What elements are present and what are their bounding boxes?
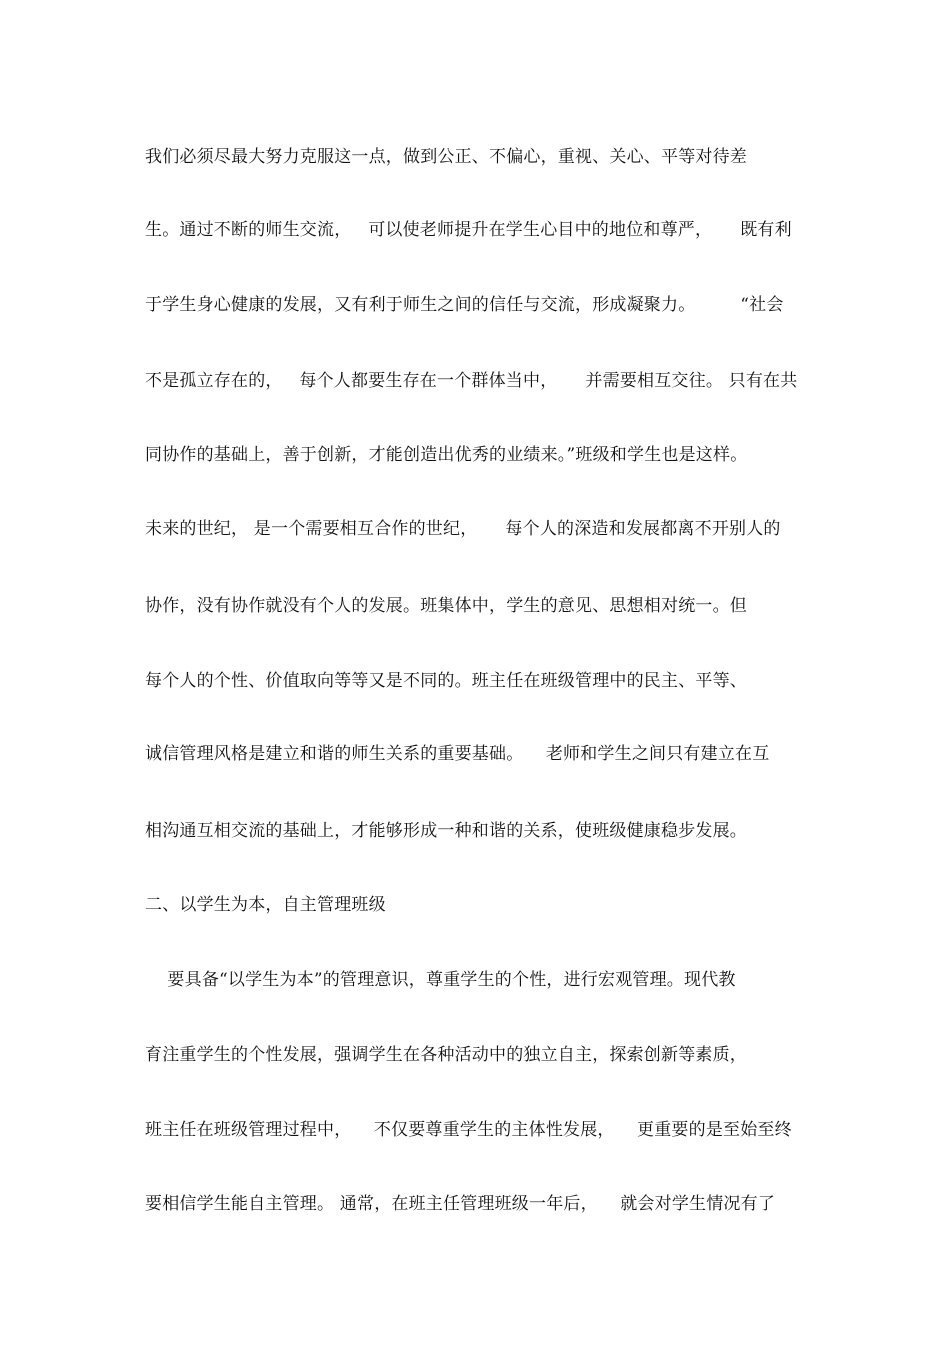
paragraph-line: 同协作的基础上，善于创新，才能创造出优秀的业绩来。”班级和学生也是这样。 (145, 445, 748, 465)
paragraph-line: 班主任在班级管理过程中， 不仅要尊重学生的主体性发展， 更重要的是至始至终 (145, 1120, 792, 1140)
section-heading: 二、以学生为本，自主管理班级 (145, 895, 386, 915)
paragraph-line: 生。通过不断的师生交流， 可以使老师提升在学生心目中的地位和尊严， 既有利 (145, 220, 792, 240)
paragraph-line: 每个人的个性、价值取向等等又是不同的。班主任在班级管理中的民主、平等、 (145, 671, 747, 691)
paragraph-line: 未来的世纪， 是一个需要相互合作的世纪， 每个人的深造和发展都离不开别人的 (145, 519, 781, 539)
paragraph-line: 育注重学生的个性发展，强调学生在各种活动中的独立自主，探索创新等素质， (145, 1045, 747, 1065)
paragraph-line: 协作，没有协作就没有个人的发展。班集体中，学生的意见、思想相对统一。但 (145, 596, 747, 616)
paragraph-line: 要相信学生能自主管理。 通常，在班主任管理班级一年后， 就会对学生情况有了 (145, 1194, 776, 1214)
paragraph-line: 相沟通互相交流的基础上，才能够形成一种和谐的关系，使班级健康稳步发展。 (145, 821, 747, 841)
paragraph-line: 诚信管理风格是建立和谐的师生关系的重要基础。 老师和学生之间只有建立在互 (145, 744, 770, 764)
paragraph-line: 要具备“以学生为本”的管理意识，尊重学生的个性，进行宏观管理。现代教 (145, 970, 736, 990)
paragraph-line: 我们必须尽最大努力克服这一点，做到公正、不偏心，重视、关心、平等对待差 (145, 147, 747, 167)
paragraph-line: 于学生身心健康的发展，又有利于师生之间的信任与交流，形成凝聚力。 “社会 (145, 295, 784, 315)
paragraph-line: 不是孤立存在的， 每个人都要生存在一个群体当中， 并需要相互交往。 只有在共 (145, 371, 798, 391)
